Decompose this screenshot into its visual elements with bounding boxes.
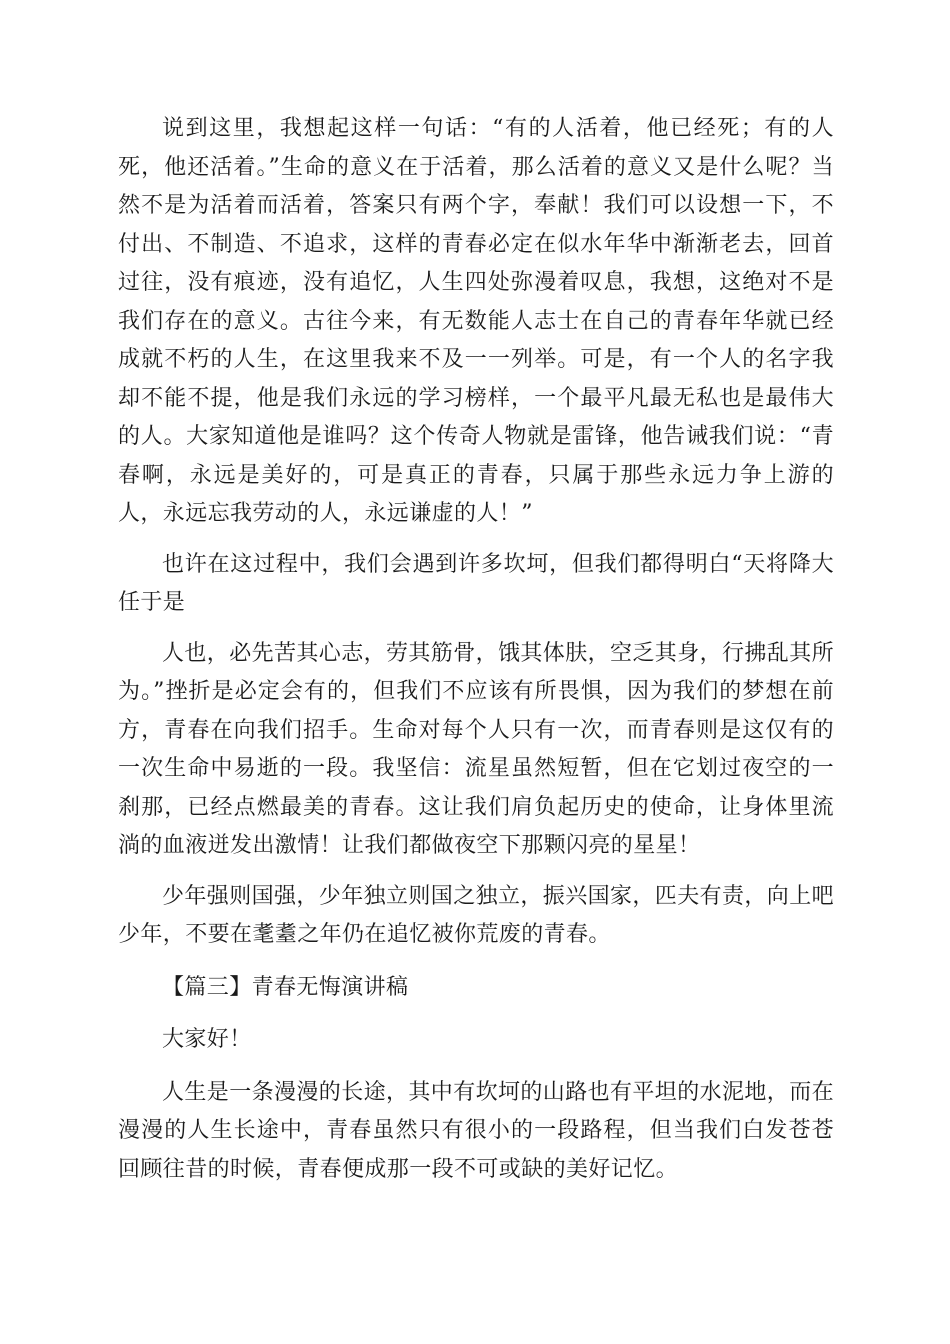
paragraph: 人也，必先苦其心志，劳其筋骨，饿其体肤，空乏其身，行拂乱其所为。”挫折是必定会有的，但我们不应该有所畏惧，因为我们的梦想在前方，青春在向我们招手。生命对每个人只有一次，而青春则是这仅有的一次生命中易逝的一段。我坚信：流星虽然短暂，但在它划过夜空的一刹那，已经点燃最美的青春。这让我们肩负起历史的使命，让身体里流淌的血液迸发出激情！让我们都做夜空下那颗闪亮的星星！: [118, 640, 835, 858]
paragraph: 说到这里，我想起这样一句话：“有的人活着，他已经死；有的人死，他还活着。”生命的意义在于活着，那么活着的意义又是什么呢？当然不是为活着而活着，答案只有两个字，奉献！我们可以设想一下，不付出、不制造、不追求，这样的青春必定在似水年华中渐渐老去，回首过往，没有痕迹，没有追忆，人生四处弥漫着叹息，我想，这绝对不是我们存在的意义。古往今来，有无数能人志士在自己的青春年华就已经成就不朽的人生，在这里我来不及一一列举。可是，有一个人的名字我却不能不提，他是我们永远的学习榜样，一个最平凡最无私也是最伟大的人。大家知道他是谁吗？这个传奇人物就是雷锋，他告诫我们说：“青春啊，永远是美好的，可是真正的青春，只属于那些永远力争上游的人，永远忘我劳动的人，永远谦虚的人！”: [118, 116, 834, 526]
paragraph: 也许在这过程中，我们会遇到许多坎坷，但我们都得明白“天将降大任于是: [118, 551, 834, 615]
paragraph: 人生是一条漫漫的长途，其中有坎坷的山路也有平坦的水泥地，而在漫漫的人生长途中，青春虽然只有很小的一段路程，但当我们白发苍苍回顾往昔的时候，青春便成那一段不可或缺的美好记忆。: [118, 1079, 835, 1182]
section-heading: 【篇三】青春无悔演讲稿: [162, 974, 409, 1000]
paragraph: 少年强则国强，少年独立则国之独立，振兴国家，匹夫有责，向上吧少年，不要在耄耋之年仍在追忆被你荒废的青春。: [118, 883, 835, 947]
document-page: [118, 110, 834, 1189]
greeting: 大家好！: [162, 1027, 252, 1052]
